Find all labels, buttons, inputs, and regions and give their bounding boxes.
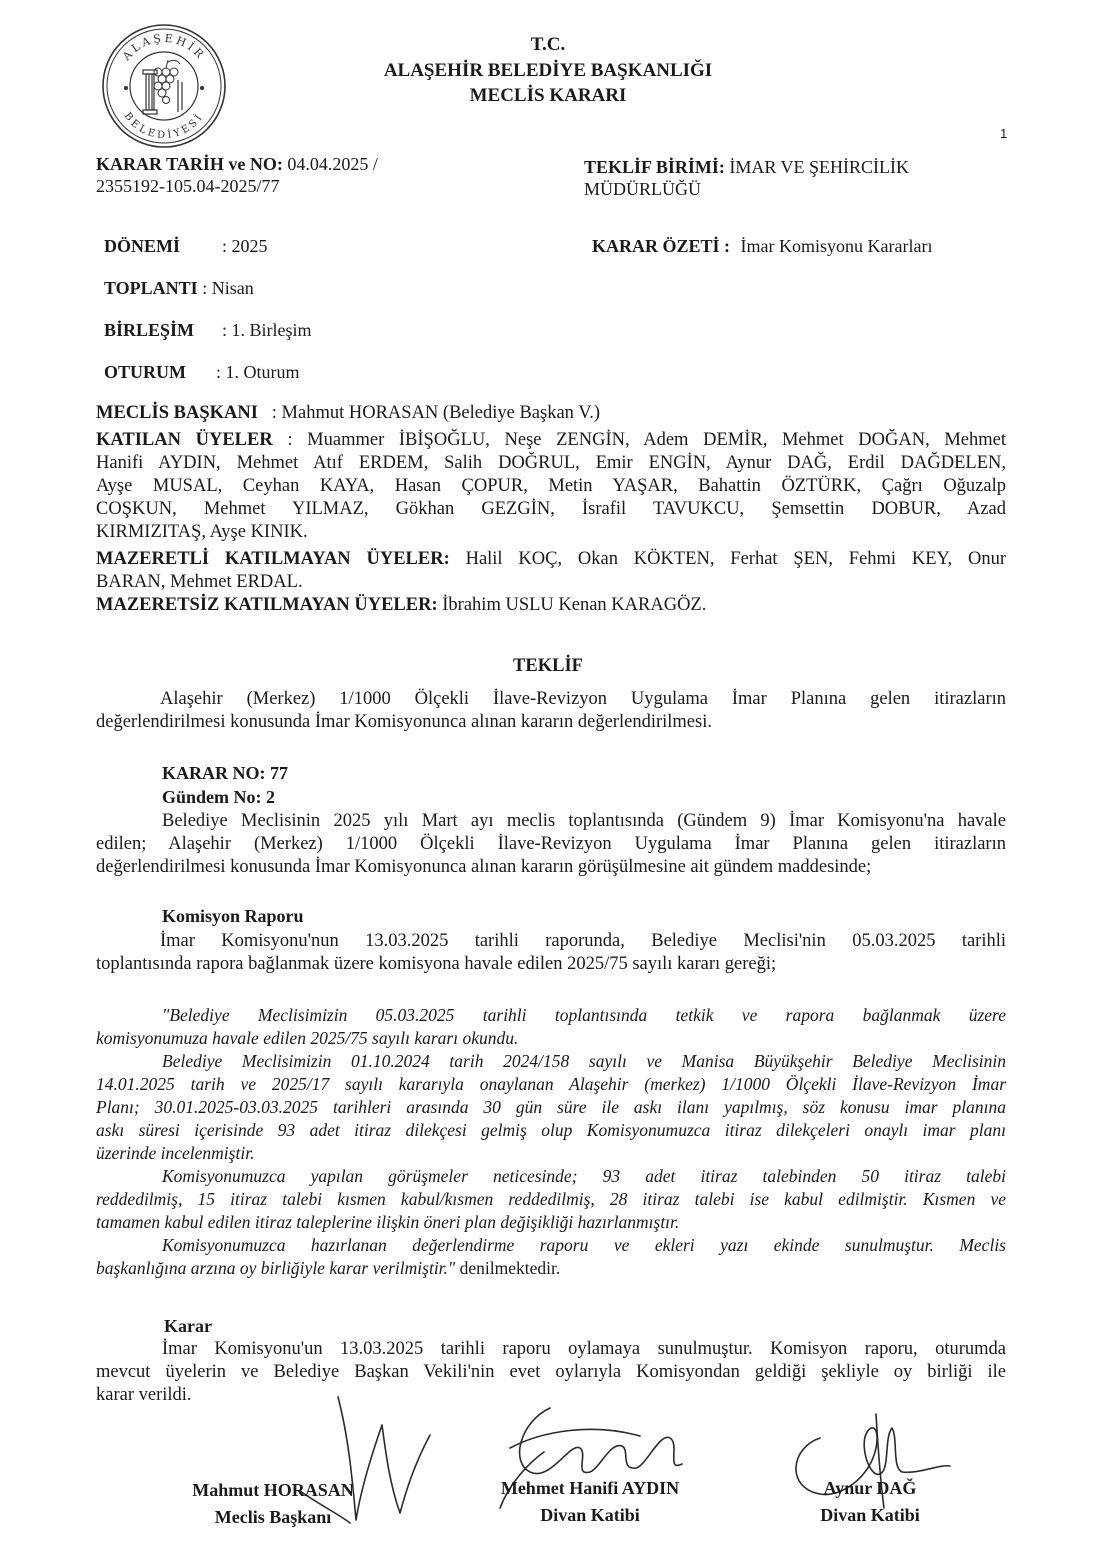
donem-label: DÖNEMİ [104, 236, 180, 256]
gundem-line-2: edilen; Alaşehir (Merkez) 1/1000 Ölçekli İlave-Revizyon Uygulama İmar Planına gelen itirazların [96, 834, 1006, 854]
teklif-title: TEKLİF [513, 656, 583, 676]
signature-dag [790, 1478, 950, 1526]
signature-name-dag: Aynur DAĞ [823, 1478, 917, 1498]
toplanti-value: : Nisan [202, 278, 254, 298]
karar-title: Karar [164, 1316, 212, 1336]
seal-ring-bottom: BELEDİYESİ [121, 110, 207, 142]
teklif-birimi [584, 156, 1004, 200]
meclis-baskani-label: MECLİS BAŞKANI [96, 403, 258, 423]
gundem-line-1: Belediye Meclisinin 2025 yılı Mart ayı meclis toplantısında (Gündem 9) İmar Komisyonu'na havale [162, 811, 1006, 831]
karar-tarih-no [96, 153, 536, 197]
signature-horasan [168, 1480, 378, 1528]
quote-line-5: Planı; 30.01.2025-03.03.2025 tarihleri arasında 30 gün süre ile askı ilanı yapılmış, söz konusu imar planına [96, 1097, 1006, 1117]
karar-no: KARAR NO: 77 [162, 763, 288, 783]
katilan-line-3: Ayşe MUSAL, Ceyhan KAYA, Hasan ÇOPUR, Metin YAŞAR, Bahattin ÖZTÜRK, Çağrı Oğuzalp [96, 476, 1006, 496]
toplanti-label: TOPLANTI [104, 278, 198, 298]
signature-title-horasan: Meclis Başkanı [214, 1507, 332, 1527]
birlesim-value: : 1. Birleşim [222, 320, 312, 340]
oturum-label: OTURUM [104, 362, 186, 382]
birlesim-row [104, 319, 194, 341]
signature-title-aydin: Divan Katibi [540, 1505, 640, 1525]
teklif-line-2: değerlendirilmesi konusunda İmar Komisyonunca alınan kararın değerlendirilmesi. [96, 712, 712, 732]
quote-line-10: tamamen kabul edilen itiraz taleplerine ilişkin öneri plan değişikliği hazırlanmıştır. [96, 1212, 680, 1232]
karar-body [96, 1338, 1006, 1407]
gundem-body [96, 810, 1006, 879]
meclis-baskani-value: : Mahmut HORASAN (Belediye Başkan V.) [271, 403, 600, 423]
quote-line-8: Komisyonumuzca yapılan görüşmeler neticesinde; 93 adet itiraz talebinden 50 itiraz talebi [162, 1166, 1006, 1186]
gundem-no: Gündem No: 2 [162, 787, 276, 807]
header-municipality: ALAŞEHİR BELEDİYE BAŞKANLIĞI [383, 60, 713, 81]
komisyon-quote [96, 1004, 1006, 1280]
signature-title-dag: Divan Katibi [820, 1505, 920, 1525]
svg-text:BELEDİYESİ [122, 110, 206, 141]
quote-line-7: üzerinde incelenmiştir. [96, 1143, 255, 1163]
mazeretli-uyeler [96, 548, 1006, 594]
oturum-row [104, 361, 186, 383]
karar-ozeti [592, 235, 932, 257]
karar-ozeti-value: İmar Komisyonu Kararları [740, 236, 933, 256]
katilan-line-1: : Muammer İBİŞOĞLU, Neşe ZENGİN, Adem DEMİR, Mehmet DOĞAN, Mehmet [287, 430, 1007, 450]
quote-line-9: reddedilmiş, 15 itiraz talebi kısmen kabul/kısmen reddedilmiş, 28 itiraz talebi ise kabul edilmiştir. Kısmen ve [96, 1189, 1006, 1209]
quote-line-11: Komisyonumuzca hazırlanan değerlendirme raporu ve ekleri yazı ekinde sunulmuştur. Meclis [162, 1235, 1006, 1255]
karar-tarih-label: KARAR TARİH ve NO: [96, 154, 283, 174]
karar-ozeti-label: KARAR ÖZETİ : [592, 236, 731, 256]
katilan-line-5: KIRMIZITAŞ, Ayşe KINIK. [96, 522, 308, 542]
karar-line-2: mevcut üyelerin ve Belediye Başkan Vekili'nin evet oylarıyla Komisyondan geldiği şekliyle oy birliği ile [96, 1362, 1006, 1382]
komisyon-body [96, 930, 1006, 976]
toplanti-row [104, 277, 254, 299]
teklif-birimi-label: TEKLİF BİRİMİ: [584, 157, 725, 177]
karar-no-value: 2355192-105.04-2025/77 [96, 176, 280, 196]
mazeretsiz-uyeler [96, 594, 1006, 617]
karar-line-1: İmar Komisyonu'un 13.03.2025 tarihli raporu oylamaya sunulmuştur. Komisyon raporu, oturumda [162, 1339, 1006, 1359]
quote-line-4: 14.01.2025 tarih ve 2025/17 sayılı kararıyla onaylanan Alaşehir (merkez) 1/1000 Ölçekli İlave-Revizyon İmar [96, 1074, 1006, 1094]
mazeretli-line-2: BARAN, Mehmet ERDAL. [96, 572, 303, 592]
quote-tail: denilmektedir. [455, 1258, 561, 1278]
quote-line-1: "Belediye Meclisimizin 05.03.2025 tarihli toplantısında tetkik ve rapora bağlanmak üzere [162, 1005, 1006, 1025]
page-number: 1 [1000, 126, 1008, 141]
mazeretli-line-1: Halil KOÇ, Okan KÖKTEN, Ferhat ŞEN, Fehmi KEY, Onur [465, 549, 1006, 569]
katilan-line-4: COŞKUN, Mehmet YILMAZ, Gökhan GEZGİN, İsrafil TAVUKCU, Şemsettin DOBUR, Azad [96, 499, 1006, 519]
header-tc: T.C. [530, 34, 566, 55]
gundem-line-3: değerlendirilmesi konusunda İmar Komisyonunca alınan kararın görüşülmesine ait gündem maddesinde; [96, 857, 872, 877]
katilan-line-2: Hanifi AYDIN, Mehmet Atıf ERDEM, Salih DOĞRUL, Emir ENGİN, Aynur DAĞ, Erdil DAĞDELEN, [96, 453, 1006, 473]
meclis-baskani [96, 402, 1006, 425]
birlesim-label: BİRLEŞİM [104, 320, 195, 340]
teklif-birimi-value: İMAR VE ŞEHİRCİLİK [729, 157, 910, 177]
signature-aydin [470, 1478, 710, 1526]
quote-line-12: başkanlığına arzına oy birliğiyle karar verilmiştir." [96, 1258, 456, 1278]
donem-value: : 2025 [222, 236, 268, 256]
quote-line-3: Belediye Meclisimizin 01.10.2024 tarih 2024/158 sayılı ve Manisa Büyükşehir Belediye Meclisinin [162, 1051, 1006, 1071]
signature-name-aydin: Mehmet Hanifi AYDIN [500, 1478, 680, 1498]
teklif-birimi-value2: MÜDÜRLÜĞÜ [584, 179, 701, 199]
mazeretli-label: MAZERETLİ KATILMAYAN ÜYELER: [96, 549, 450, 569]
header-doc-type: MECLİS KARARI [469, 85, 627, 106]
katilan-uyeler-label: KATILAN ÜYELER [96, 430, 273, 450]
teklif-body [96, 688, 1006, 734]
seal-ring-top: ALAŞEHİR [120, 31, 208, 63]
mazeretsiz-value: İbrahim USLU Kenan KARAGÖZ. [442, 595, 707, 615]
karar-tarih-value: 04.04.2025 / [287, 154, 378, 174]
quote-line-2: komisyonumuza havale edilen 2025/75 sayılı kararı okundu. [96, 1028, 519, 1048]
signature-name-horasan: Mahmut HORASAN [192, 1480, 354, 1500]
donem-row [104, 235, 180, 257]
komisyon-line-2: toplantısında rapora bağlanmak üzere komisyona havale edilen 2025/75 sayılı kararı gereği; [96, 954, 777, 974]
komisyon-title: Komisyon Raporu [162, 906, 304, 926]
oturum-value: : 1. Oturum [216, 362, 300, 382]
mazeretsiz-label: MAZERETSİZ KATILMAYAN ÜYELER: [96, 595, 438, 615]
quote-line-6: askı süresi içerisinde 93 adet itiraz dilekçesi gelmiş olup Komisyonumuzca itiraz dilekçeleri onaylı imar planı [96, 1120, 1006, 1140]
komisyon-line-1: İmar Komisyonu'nun 13.03.2025 tarihli raporunda, Belediye Meclisi'nin 05.03.2025 tarihli [160, 931, 1006, 951]
teklif-line-1: Alaşehir (Merkez) 1/1000 Ölçekli İlave-Revizyon Uygulama İmar Planına gelen itirazların [160, 689, 1006, 709]
karar-line-3: karar verildi. [96, 1385, 192, 1405]
katilan-uyeler [96, 429, 1006, 544]
